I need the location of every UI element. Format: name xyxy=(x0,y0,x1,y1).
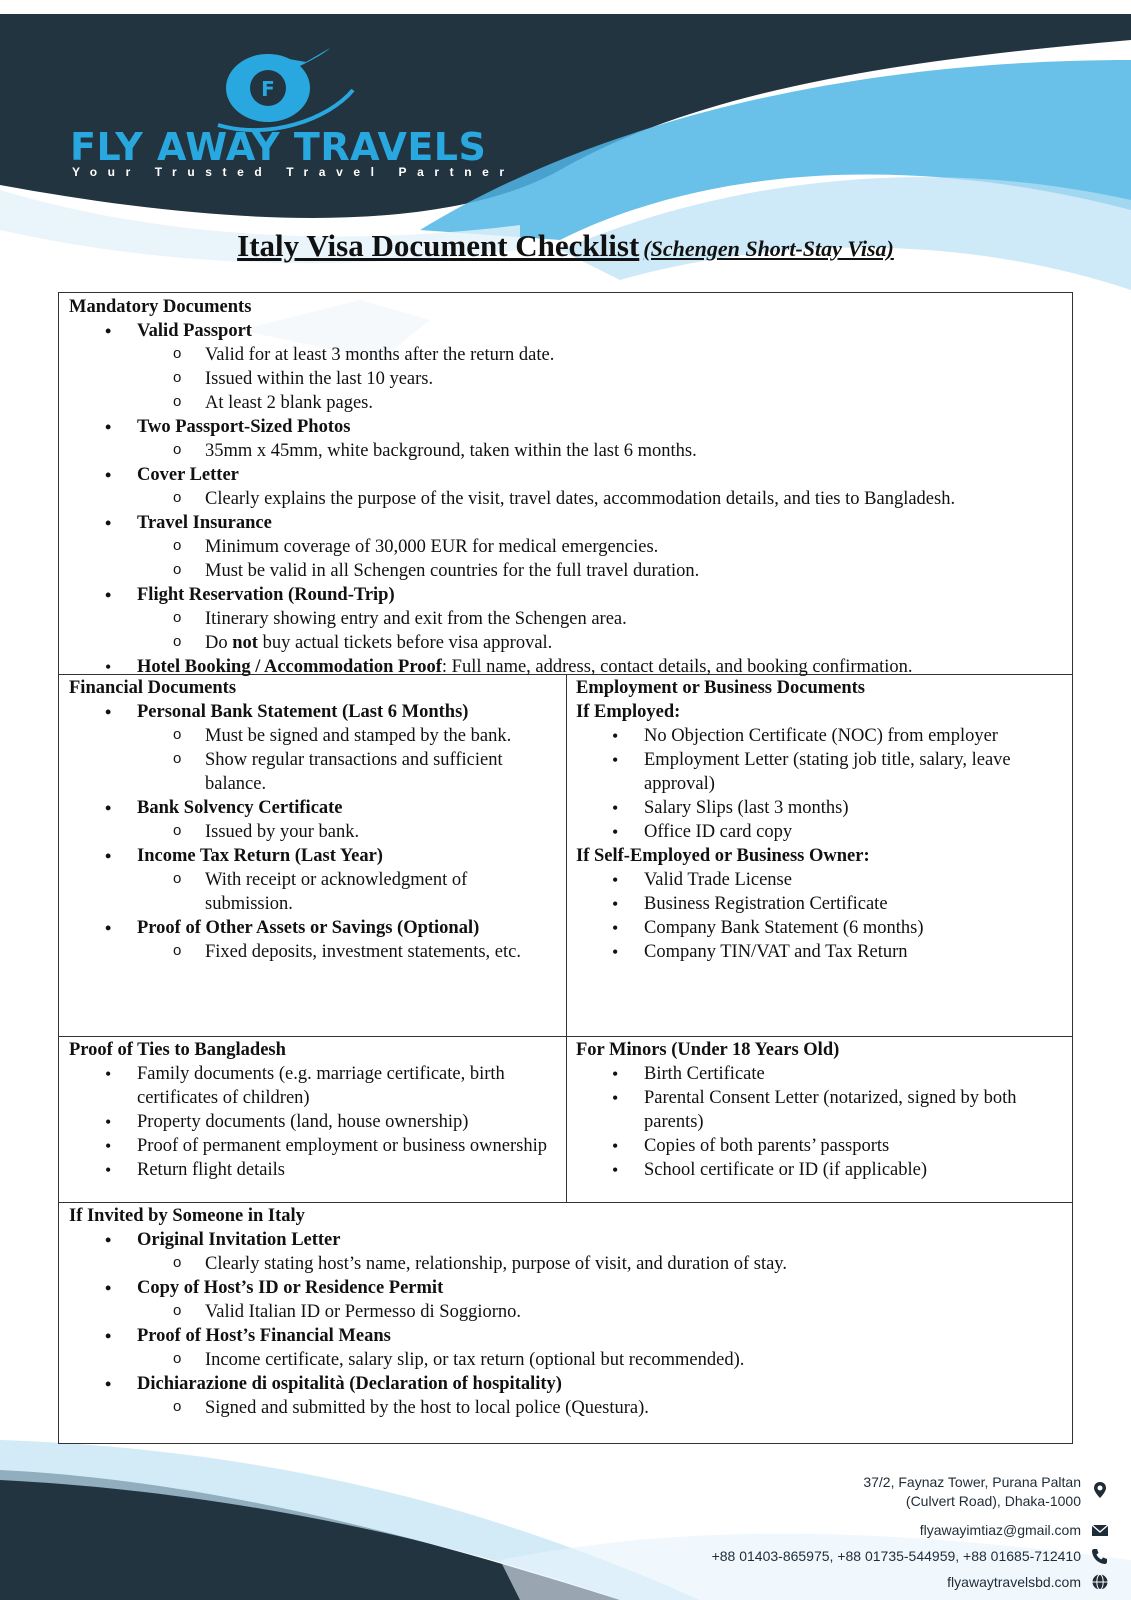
address-line-1: 37/2, Faynaz Tower, Purana Paltan xyxy=(863,1474,1081,1490)
financial-heading: Financial Documents xyxy=(69,678,237,698)
list-item: • Company TIN/VAT and Tax Return xyxy=(576,940,1064,964)
list-item: • School certificate or ID (if applicable) xyxy=(576,1158,1064,1182)
title-main: Italy Visa Document Checklist xyxy=(237,228,640,263)
sub-item: o Income certificate, salary slip, or tax return (optional but recommended). xyxy=(69,1348,1064,1372)
sub-item: o Valid for at least 3 months after the return date. xyxy=(69,343,1064,367)
sub-item: o With receipt or acknowledgment of submission. xyxy=(69,868,556,916)
sub-item: o Must be signed and stamped by the bank. xyxy=(69,724,556,748)
item-invitation-letter: • Original Invitation Letter xyxy=(69,1228,1064,1252)
sub-item: o Must be valid in all Schengen countries for the full travel duration. xyxy=(69,559,1064,583)
sub-item: o Issued by your bank. xyxy=(69,820,556,844)
list-item: • Office ID card copy xyxy=(576,820,1064,844)
phone-icon xyxy=(1091,1547,1109,1565)
sub-item: o Valid Italian ID or Permesso di Soggiorno. xyxy=(69,1300,1064,1324)
employment-heading: Employment or Business Documents xyxy=(576,678,865,698)
globe-icon xyxy=(1091,1573,1109,1591)
section-employment xyxy=(566,674,1074,1036)
section-ties xyxy=(59,1036,566,1202)
self-employed-heading: If Self-Employed or Business Owner: xyxy=(576,846,870,866)
item-passport: • Valid Passport xyxy=(69,319,1064,343)
sub-item: o Show regular transactions and sufficient balance. xyxy=(69,748,556,796)
sub-item: o Clearly stating host’s name, relationship, purpose of visit, and duration of stay. xyxy=(69,1252,1064,1276)
list-item: • Return flight details xyxy=(69,1158,556,1182)
list-item: • Copies of both parents’ passports xyxy=(576,1134,1064,1158)
website-text: flyawaytravelsbd.com xyxy=(947,1574,1081,1590)
item-host-id: • Copy of Host’s ID or Residence Permit xyxy=(69,1276,1064,1300)
sub-item: o Issued within the last 10 years. xyxy=(69,367,1064,391)
item-flight: • Flight Reservation (Round-Trip) xyxy=(69,583,1064,607)
list-item: • Business Registration Certificate xyxy=(576,892,1064,916)
list-item: • Family documents (e.g. marriage certificate, birth certificates of children) xyxy=(69,1062,556,1110)
sub-item: o Clearly explains the purpose of the visit, travel dates, accommodation details, and ties to Bangladesh. xyxy=(69,487,1064,511)
list-item: • Parental Consent Letter (notarized, signed by both parents) xyxy=(576,1086,1064,1134)
ties-heading: Proof of Ties to Bangladesh xyxy=(69,1040,286,1060)
item-assets: • Proof of Other Assets or Savings (Optional) xyxy=(69,916,556,940)
item-tax-return: • Income Tax Return (Last Year) xyxy=(69,844,556,868)
title-sub: (Schengen Short-Stay Visa) xyxy=(643,236,894,261)
list-item: • Valid Trade License xyxy=(576,868,1064,892)
emphasis-not: not xyxy=(232,633,258,653)
mandatory-heading: Mandatory Documents xyxy=(69,297,252,317)
item-declaration: • Dichiarazione di ospitalità (Declaration of hospitality) xyxy=(69,1372,1064,1396)
list-item: • Employment Letter (stating job title, salary, leave approval) xyxy=(576,748,1064,796)
list-item: • Company Bank Statement (6 months) xyxy=(576,916,1064,940)
sub-item: o Signed and submitted by the host to local police (Questura). xyxy=(69,1396,1064,1420)
phone-text: +88 01403-865975, +88 01735-544959, +88 01685-712410 xyxy=(711,1548,1081,1564)
checklist-table xyxy=(58,292,1073,1444)
sub-item: o Itinerary showing entry and exit from the Schengen area. xyxy=(69,607,1064,631)
location-pin-icon xyxy=(1091,1481,1109,1499)
brand-name: FLY AWAY TRAVELS xyxy=(70,125,487,169)
sub-item: o At least 2 blank pages. xyxy=(69,391,1064,415)
list-item: • Salary Slips (last 3 months) xyxy=(576,796,1064,820)
section-financial xyxy=(59,674,566,1036)
list-item: • Proof of permanent employment or business ownership xyxy=(69,1134,556,1158)
sub-item: o Do not buy actual tickets before visa approval. xyxy=(69,631,1064,655)
item-hotel: • Hotel Booking / Accommodation Proof: Full name, address, contact details, and booking confirmation. xyxy=(69,655,1064,679)
sub-item: o Minimum coverage of 30,000 EUR for medical emergencies. xyxy=(69,535,1064,559)
list-item: • No Objection Certificate (NOC) from employer xyxy=(576,724,1064,748)
list-item: • Birth Certificate xyxy=(576,1062,1064,1086)
envelope-icon xyxy=(1091,1521,1109,1539)
item-solvency: • Bank Solvency Certificate xyxy=(69,796,556,820)
item-cover-letter: • Cover Letter xyxy=(69,463,1064,487)
invited-heading: If Invited by Someone in Italy xyxy=(69,1206,305,1226)
sub-item: o 35mm x 45mm, white background, taken within the last 6 months. xyxy=(69,439,1064,463)
item-photos: • Two Passport-Sized Photos xyxy=(69,415,1064,439)
brand-tagline: Your Trusted Travel Partner xyxy=(72,165,515,179)
item-bank-statement: • Personal Bank Statement (Last 6 Months) xyxy=(69,700,556,724)
minors-heading: For Minors (Under 18 Years Old) xyxy=(576,1040,840,1060)
sub-item: o Fixed deposits, investment statements, etc. xyxy=(69,940,556,964)
list-item: • Property documents (land, house ownership) xyxy=(69,1110,556,1134)
item-host-financial: • Proof of Host’s Financial Means xyxy=(69,1324,1064,1348)
item-insurance: • Travel Insurance xyxy=(69,511,1064,535)
logo-letter: F xyxy=(261,77,275,101)
section-invited xyxy=(59,1202,1074,1445)
page-title xyxy=(0,228,1131,264)
section-mandatory xyxy=(59,293,1074,677)
email-text: flyawayimtiaz@gmail.com xyxy=(919,1522,1081,1538)
section-minors xyxy=(566,1036,1074,1202)
employed-heading: If Employed: xyxy=(576,702,681,722)
address-line-2: (Culvert Road), Dhaka-1000 xyxy=(905,1493,1081,1509)
